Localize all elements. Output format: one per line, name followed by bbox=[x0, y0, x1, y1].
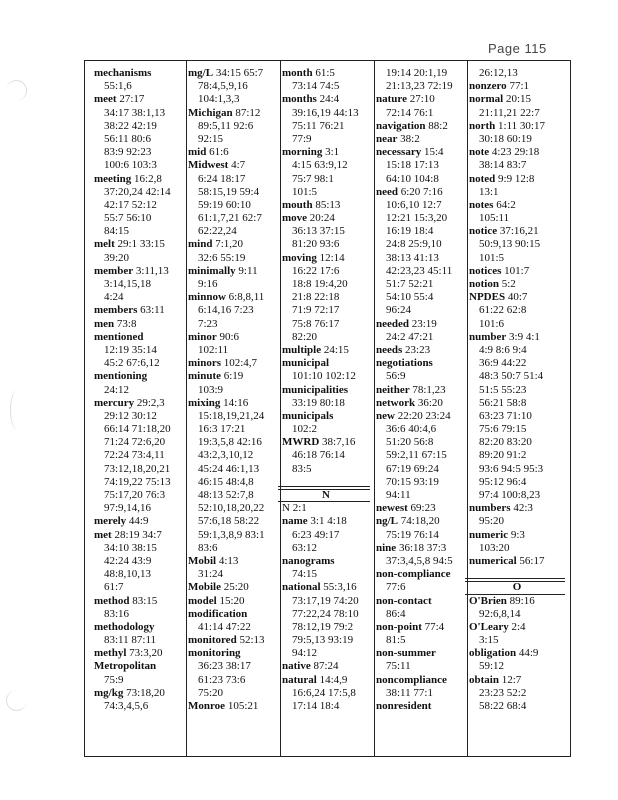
punch-hole-top bbox=[6, 80, 27, 101]
index-term: moving 12:14 bbox=[282, 251, 345, 264]
index-term: nanograms bbox=[282, 554, 335, 567]
index-term: native 87:24 bbox=[282, 660, 339, 673]
index-term: mouth 85:13 bbox=[282, 198, 341, 211]
index-locator: 34:17 38:1,13 bbox=[104, 106, 166, 119]
index-locator: 13:1 bbox=[479, 185, 499, 198]
index-term: numbers 42:3 bbox=[469, 502, 533, 515]
index-locator: 24:12 bbox=[104, 383, 130, 396]
index-locator: 73:14 74:5 bbox=[292, 80, 340, 93]
index-locator: 51:5 55:23 bbox=[479, 383, 527, 396]
index-term: nonzero 77:1 bbox=[469, 80, 529, 93]
index-locator: 16:6,24 17:5,8 bbox=[292, 686, 356, 699]
index-locator: 42:24 43:9 bbox=[104, 554, 152, 567]
index-locator: 75:9 bbox=[104, 673, 124, 686]
index-locator: 57:6,18 58:22 bbox=[198, 515, 260, 528]
index-locator: 19:3,5,8 42:16 bbox=[198, 436, 262, 449]
index-locator: 51:7 52:21 bbox=[386, 278, 434, 290]
index-locator: 75:7 98:1 bbox=[292, 172, 334, 185]
index-locator: 3:15 bbox=[479, 634, 499, 647]
index-locator: 39:16,19 44:13 bbox=[292, 106, 359, 119]
index-locator: 50:9,13 90:15 bbox=[479, 238, 541, 251]
index-locator: 42:23,23 45:11 bbox=[386, 264, 453, 277]
index-locator: 74:19,22 75:13 bbox=[104, 475, 171, 488]
index-term: non-compliance bbox=[376, 568, 451, 581]
index-term: Mobile 25:20 bbox=[188, 581, 249, 594]
index-locator: 97:4 100:8,23 bbox=[479, 489, 541, 501]
index-term: north 1:11 30:17 bbox=[469, 119, 545, 132]
index-term: mechanisms bbox=[94, 67, 152, 79]
column-divider bbox=[280, 60, 281, 757]
index-locator: 101:6 bbox=[479, 317, 505, 330]
index-locator: 17:14 18:4 bbox=[292, 700, 340, 712]
index-term: network 36:20 bbox=[376, 396, 443, 409]
index-locator: 7:23 bbox=[198, 317, 218, 330]
index-locator: 56:9 bbox=[386, 370, 406, 383]
index-locator: 6:23 49:17 bbox=[292, 528, 340, 541]
index-locator: 101:5 bbox=[292, 185, 318, 198]
index-term: notion 5:2 bbox=[469, 278, 516, 290]
index-locator: 96:24 bbox=[386, 304, 412, 317]
index-locator: 61:7 bbox=[104, 581, 124, 594]
index-locator: 64:10 104:8 bbox=[386, 172, 439, 185]
index-locator: 75:17,20 76:3 bbox=[104, 489, 166, 501]
index-term: numerical 56:17 bbox=[469, 554, 545, 567]
index-term: nine 36:18 37:3 bbox=[376, 541, 447, 554]
index-locator: 21:13,23 72:19 bbox=[386, 80, 453, 93]
index-term: numeric 9:3 bbox=[469, 528, 525, 541]
index-term: mid 61:6 bbox=[188, 146, 229, 159]
index-locator: 73:17,19 74:20 bbox=[292, 594, 359, 607]
index-locator: 103:20 bbox=[479, 541, 510, 554]
index-term: natural 14:4,9 bbox=[282, 673, 348, 686]
page-number: Page 115 bbox=[488, 41, 547, 56]
index-locator: 61:22 62:8 bbox=[479, 304, 527, 317]
index-term: normal 20:15 bbox=[469, 93, 532, 106]
index-locator: 43:2,3,10,12 bbox=[198, 449, 254, 462]
index-locator: 16:3 17:21 bbox=[198, 423, 246, 436]
index-locator: 78:12,19 79:2 bbox=[292, 620, 354, 633]
index-locator: 83:9 92:23 bbox=[104, 146, 152, 159]
index-locator: 102:2 bbox=[292, 423, 318, 436]
index-column-2 bbox=[188, 67, 276, 713]
index-locator: 89:5,11 92:6 bbox=[198, 119, 254, 132]
index-locator: 45:2 67:6,12 bbox=[104, 357, 160, 370]
index-locator: 48:8,10,13 bbox=[104, 568, 152, 581]
section-rule bbox=[278, 489, 370, 490]
index-locator: 36:23 38:17 bbox=[198, 660, 251, 673]
index-locator: 56:11 80:6 bbox=[104, 132, 151, 145]
index-locator: 81:20 93:6 bbox=[292, 238, 340, 251]
index-term: methyl 73:3,20 bbox=[94, 647, 163, 660]
index-term: obligation 44:9 bbox=[469, 647, 539, 660]
index-locator: 12:19 35:14 bbox=[104, 343, 157, 356]
index-term: national 55:3,16 bbox=[282, 581, 357, 594]
index-term: note 4:23 29:18 bbox=[469, 146, 540, 159]
index-locator: 86:4 bbox=[386, 607, 406, 620]
index-locator: 6:14,16 7:23 bbox=[198, 304, 254, 317]
index-locator: 59:1,3,8,9 83:1 bbox=[198, 528, 265, 541]
index-locator: 55:1,6 bbox=[104, 80, 132, 93]
index-entry: N 2:1 bbox=[282, 502, 307, 515]
index-term: municipal bbox=[282, 357, 330, 370]
index-term: noted 9:9 12:8 bbox=[469, 172, 535, 185]
index-term: minors 102:4,7 bbox=[188, 357, 258, 370]
section-rule bbox=[465, 594, 565, 595]
index-locator: 48:3 50:7 51:4 bbox=[479, 370, 544, 383]
index-locator: 61:23 73:6 bbox=[198, 673, 246, 686]
index-locator: 18:8 19:4,20 bbox=[292, 278, 348, 290]
index-term: methodology bbox=[94, 620, 155, 633]
index-term: minnow 6:8,8,11 bbox=[188, 291, 265, 304]
index-locator: 70:15 93:19 bbox=[386, 475, 439, 488]
index-term: mentioning bbox=[94, 370, 148, 383]
index-locator: 66:14 71:18,20 bbox=[104, 423, 171, 436]
index-locator: 21:11,21 22:7 bbox=[479, 106, 540, 119]
index-term: multiple 24:15 bbox=[282, 343, 349, 356]
index-locator: 100:6 103:3 bbox=[104, 159, 157, 172]
index-locator: 63:12 bbox=[292, 541, 318, 554]
index-locator: 26:12,13 bbox=[479, 67, 518, 79]
section-rule bbox=[465, 578, 565, 579]
index-locator: 101:5 bbox=[479, 251, 505, 264]
index-locator: 101:10 102:12 bbox=[292, 370, 356, 383]
index-term: meet 27:17 bbox=[94, 93, 145, 106]
index-column-1 bbox=[94, 67, 182, 713]
index-term: mentioned bbox=[94, 330, 144, 343]
index-term: newest 69:23 bbox=[376, 502, 436, 515]
index-term: method 83:15 bbox=[94, 594, 158, 607]
index-locator: 36:9 44:22 bbox=[479, 357, 527, 370]
index-locator: 42:17 52:12 bbox=[104, 198, 157, 211]
index-locator: 24:2 47:21 bbox=[386, 330, 434, 343]
index-locator: 73:12,18,20,21 bbox=[104, 462, 171, 475]
index-locator: 102:11 bbox=[198, 343, 229, 356]
index-locator: 15:18,19,21,24 bbox=[198, 409, 265, 422]
index-term: MWRD 38:7,16 bbox=[282, 436, 356, 449]
section-letter: O bbox=[469, 581, 565, 594]
index-locator: 77:22,24 78:10 bbox=[292, 607, 359, 620]
punch-hole-middle bbox=[10, 390, 25, 430]
index-locator: 83:6 bbox=[198, 541, 218, 554]
index-term: mg/kg 73:18,20 bbox=[94, 686, 165, 699]
index-term: met 28:19 34:7 bbox=[94, 528, 162, 541]
index-locator: 38:13 41:13 bbox=[386, 251, 439, 264]
index-term: Metropolitan bbox=[94, 660, 157, 673]
column-divider bbox=[374, 60, 375, 757]
spacer bbox=[469, 568, 565, 581]
index-term: minor 90:6 bbox=[188, 330, 240, 343]
index-locator: 67:19 69:24 bbox=[386, 462, 439, 475]
index-locator: 75:11 76:21 bbox=[292, 119, 345, 132]
index-term: morning 3:1 bbox=[282, 146, 340, 159]
index-locator: 92:6,8,14 bbox=[479, 607, 521, 620]
index-locator: 59:12 bbox=[479, 660, 505, 673]
index-locator: 75:8 76:17 bbox=[292, 317, 340, 330]
index-locator: 29:12 30:12 bbox=[104, 409, 157, 422]
index-locator: 72:24 73:4,11 bbox=[104, 449, 165, 462]
index-term: obtain 12:7 bbox=[469, 673, 522, 686]
index-term: nature 27:10 bbox=[376, 93, 435, 106]
index-locator: 38:11 77:1 bbox=[386, 686, 433, 699]
index-locator: 75:20 bbox=[198, 686, 224, 699]
index-term: non-point 77:4 bbox=[376, 620, 445, 633]
index-locator: 16:22 17:6 bbox=[292, 264, 340, 277]
index-term: meeting 16:2,8 bbox=[94, 172, 162, 185]
index-term: necessary 15:4 bbox=[376, 146, 444, 159]
index-term: Monroe 105:21 bbox=[188, 700, 259, 712]
index-term: Midwest 4:7 bbox=[188, 159, 246, 172]
index-term: non-contact bbox=[376, 594, 432, 607]
index-term: near 38:2 bbox=[376, 132, 420, 145]
index-locator: 4:24 bbox=[104, 291, 124, 304]
index-term: Mobil 4:13 bbox=[188, 554, 239, 567]
column-divider bbox=[186, 60, 187, 757]
index-locator: 92:15 bbox=[198, 132, 224, 145]
index-term: notice 37:16,21 bbox=[469, 225, 539, 238]
index-term: negotiations bbox=[376, 357, 433, 370]
index-term: melt 29:1 33:15 bbox=[94, 238, 165, 251]
index-locator: 39:20 bbox=[104, 251, 130, 264]
index-term: monitoring bbox=[188, 647, 241, 660]
column-divider bbox=[467, 60, 468, 757]
index-locator: 82:20 bbox=[292, 330, 318, 343]
index-locator: 37:20,24 42:14 bbox=[104, 185, 171, 198]
index-term: municipals bbox=[282, 409, 334, 422]
index-locator: 74:3,4,5,6 bbox=[104, 700, 149, 712]
index-locator: 72:14 76:1 bbox=[386, 106, 434, 119]
index-term: noncompliance bbox=[376, 673, 447, 686]
index-term: monitored 52:13 bbox=[188, 634, 265, 647]
section-rule bbox=[465, 581, 565, 582]
index-locator: 19:14 20:1,19 bbox=[386, 67, 448, 79]
index-locator: 10:6,10 12:7 bbox=[386, 198, 442, 211]
index-term: minimally 9:11 bbox=[188, 264, 258, 277]
index-term: NPDES 40:7 bbox=[469, 291, 528, 304]
index-locator: 94:11 bbox=[386, 489, 411, 501]
index-column-3 bbox=[282, 67, 370, 713]
index-locator: 59:2,11 67:15 bbox=[386, 449, 447, 462]
index-locator: 24:8 25:9,10 bbox=[386, 238, 442, 251]
section-rule bbox=[278, 501, 370, 502]
index-locator: 63:23 71:10 bbox=[479, 409, 532, 422]
index-locator: 38:14 83:7 bbox=[479, 159, 527, 172]
index-column-4 bbox=[376, 67, 464, 713]
index-term: need 6:20 7:16 bbox=[376, 185, 443, 198]
punch-hole-bottom bbox=[6, 690, 27, 711]
index-locator: 21:8 22:18 bbox=[292, 291, 340, 304]
index-term: notices 101:7 bbox=[469, 264, 530, 277]
index-term: move 20:24 bbox=[282, 212, 335, 225]
index-locator: 56:21 58:8 bbox=[479, 396, 527, 409]
index-locator: 12:21 15:3,20 bbox=[386, 212, 448, 225]
index-locator: 45:24 46:1,13 bbox=[198, 462, 260, 475]
index-locator: 36:6 40:4,6 bbox=[386, 423, 437, 436]
index-column-5 bbox=[469, 67, 565, 713]
index-term: mind 7:1,20 bbox=[188, 238, 244, 251]
index-locator: 74:15 bbox=[292, 568, 318, 581]
index-locator: 93:6 94:5 95:3 bbox=[479, 462, 544, 475]
index-locator: 103:9 bbox=[198, 383, 224, 396]
index-term: municipalities bbox=[282, 383, 349, 396]
index-locator: 38:22 42:19 bbox=[104, 119, 157, 132]
index-locator: 75:6 79:15 bbox=[479, 423, 527, 436]
index-locator: 71:9 72:17 bbox=[292, 304, 340, 317]
section-letter: N bbox=[282, 489, 370, 502]
index-locator: 36:13 37:15 bbox=[292, 225, 345, 238]
index-locator: 78:4,5,9,16 bbox=[198, 80, 248, 93]
index-term: navigation 88:2 bbox=[376, 119, 448, 132]
index-term: merely 44:9 bbox=[94, 515, 149, 528]
index-term: mixing 14:16 bbox=[188, 396, 249, 409]
index-locator: 6:24 18:17 bbox=[198, 172, 246, 185]
index-locator: 58:15,19 59:4 bbox=[198, 185, 260, 198]
index-locator: 34:10 38:15 bbox=[104, 541, 157, 554]
index-locator: 104:1,3,3 bbox=[198, 93, 240, 106]
index-locator: 77:9 bbox=[292, 132, 312, 145]
index-locator: 15:18 17:13 bbox=[386, 159, 439, 172]
spacer bbox=[282, 476, 370, 489]
index-locator: 94:12 bbox=[292, 647, 318, 660]
index-locator: 54:10 55:4 bbox=[386, 291, 434, 304]
index-locator: 4:9 8:6 9:4 bbox=[479, 343, 527, 356]
index-term: months 24:4 bbox=[282, 93, 340, 106]
index-term: new 22:20 23:24 bbox=[376, 409, 451, 422]
index-term: needs 23:23 bbox=[376, 343, 431, 356]
index-term: O'Brien 89:16 bbox=[469, 594, 535, 607]
index-locator: 4:15 63:9,12 bbox=[292, 159, 348, 172]
index-locator: 95:20 bbox=[479, 515, 505, 528]
index-locator: 97:9,14,16 bbox=[104, 502, 152, 515]
index-locator: 33:19 80:18 bbox=[292, 396, 345, 409]
index-locator: 58:22 68:4 bbox=[479, 700, 527, 712]
index-term: needed 23:19 bbox=[376, 317, 437, 330]
index-term: modification bbox=[188, 607, 248, 620]
index-term: men 73:8 bbox=[94, 317, 137, 330]
index-term: member 3:11,13 bbox=[94, 264, 169, 277]
index-locator: 16:19 18:4 bbox=[386, 225, 434, 238]
index-term: nonresident bbox=[376, 700, 432, 712]
index-locator: 83:11 87:11 bbox=[104, 634, 157, 647]
index-locator: 75:11 bbox=[386, 660, 411, 673]
index-term: name 3:1 4:18 bbox=[282, 515, 347, 528]
index-locator: 83:16 bbox=[104, 607, 130, 620]
index-locator: 81:5 bbox=[386, 634, 406, 647]
index-locator: 37:3,4,5,8 94:5 bbox=[386, 554, 453, 567]
index-locator: 59:19 60:10 bbox=[198, 198, 251, 211]
index-locator: 48:13 52:7,8 bbox=[198, 489, 254, 501]
index-term: Michigan 87:12 bbox=[188, 106, 261, 119]
index-locator: 46:18 76:14 bbox=[292, 449, 345, 462]
index-locator: 30:18 60:19 bbox=[479, 132, 532, 145]
index-locator: 77:6 bbox=[386, 581, 406, 594]
index-locator: 32:6 55:19 bbox=[198, 251, 246, 264]
index-locator: 105:11 bbox=[479, 212, 510, 225]
index-term: non-summer bbox=[376, 647, 436, 660]
index-term: month 61:5 bbox=[282, 67, 335, 79]
index-locator: 41:14 47:22 bbox=[198, 620, 251, 633]
index-locator: 23:23 52:2 bbox=[479, 686, 527, 699]
index-term: mg/L 34:15 65:7 bbox=[188, 67, 264, 79]
index-locator: 95:12 96:4 bbox=[479, 475, 527, 488]
index-term: model 15:20 bbox=[188, 594, 245, 607]
index-term: neither 78:1,23 bbox=[376, 383, 446, 396]
index-term: ng/L 74:18,20 bbox=[376, 515, 440, 528]
index-term: members 63:11 bbox=[94, 304, 165, 317]
index-term: minute 6:19 bbox=[188, 370, 244, 383]
index-locator: 52:10,18,20,22 bbox=[198, 502, 265, 515]
index-term: mercury 29:2,3 bbox=[94, 396, 165, 409]
index-locator: 51:20 56:8 bbox=[386, 436, 434, 449]
index-locator: 46:15 48:4,8 bbox=[198, 475, 254, 488]
index-locator: 71:24 72:6,20 bbox=[104, 436, 166, 449]
index-locator: 89:20 91:2 bbox=[479, 449, 527, 462]
index-term: number 3:9 4:1 bbox=[469, 330, 540, 343]
index-locator: 84:15 bbox=[104, 225, 130, 238]
index-term: notes 64:2 bbox=[469, 198, 516, 211]
index-locator: 79:5,13 93:19 bbox=[292, 634, 354, 647]
index-locator: 62:22,24 bbox=[198, 225, 237, 238]
index-locator: 82:20 83:20 bbox=[479, 436, 532, 449]
index-locator: 9:16 bbox=[198, 278, 218, 290]
index-locator: 31:24 bbox=[198, 568, 224, 581]
index-locator: 75:19 76:14 bbox=[386, 528, 439, 541]
index-locator: 61:1,7,21 62:7 bbox=[198, 212, 262, 225]
index-locator: 83:5 bbox=[292, 462, 312, 475]
section-rule bbox=[278, 486, 370, 487]
index-locator: 55:7 56:10 bbox=[104, 212, 152, 225]
index-term: O'Leary 2:4 bbox=[469, 620, 526, 633]
index-locator: 3:14,15,18 bbox=[104, 278, 152, 290]
